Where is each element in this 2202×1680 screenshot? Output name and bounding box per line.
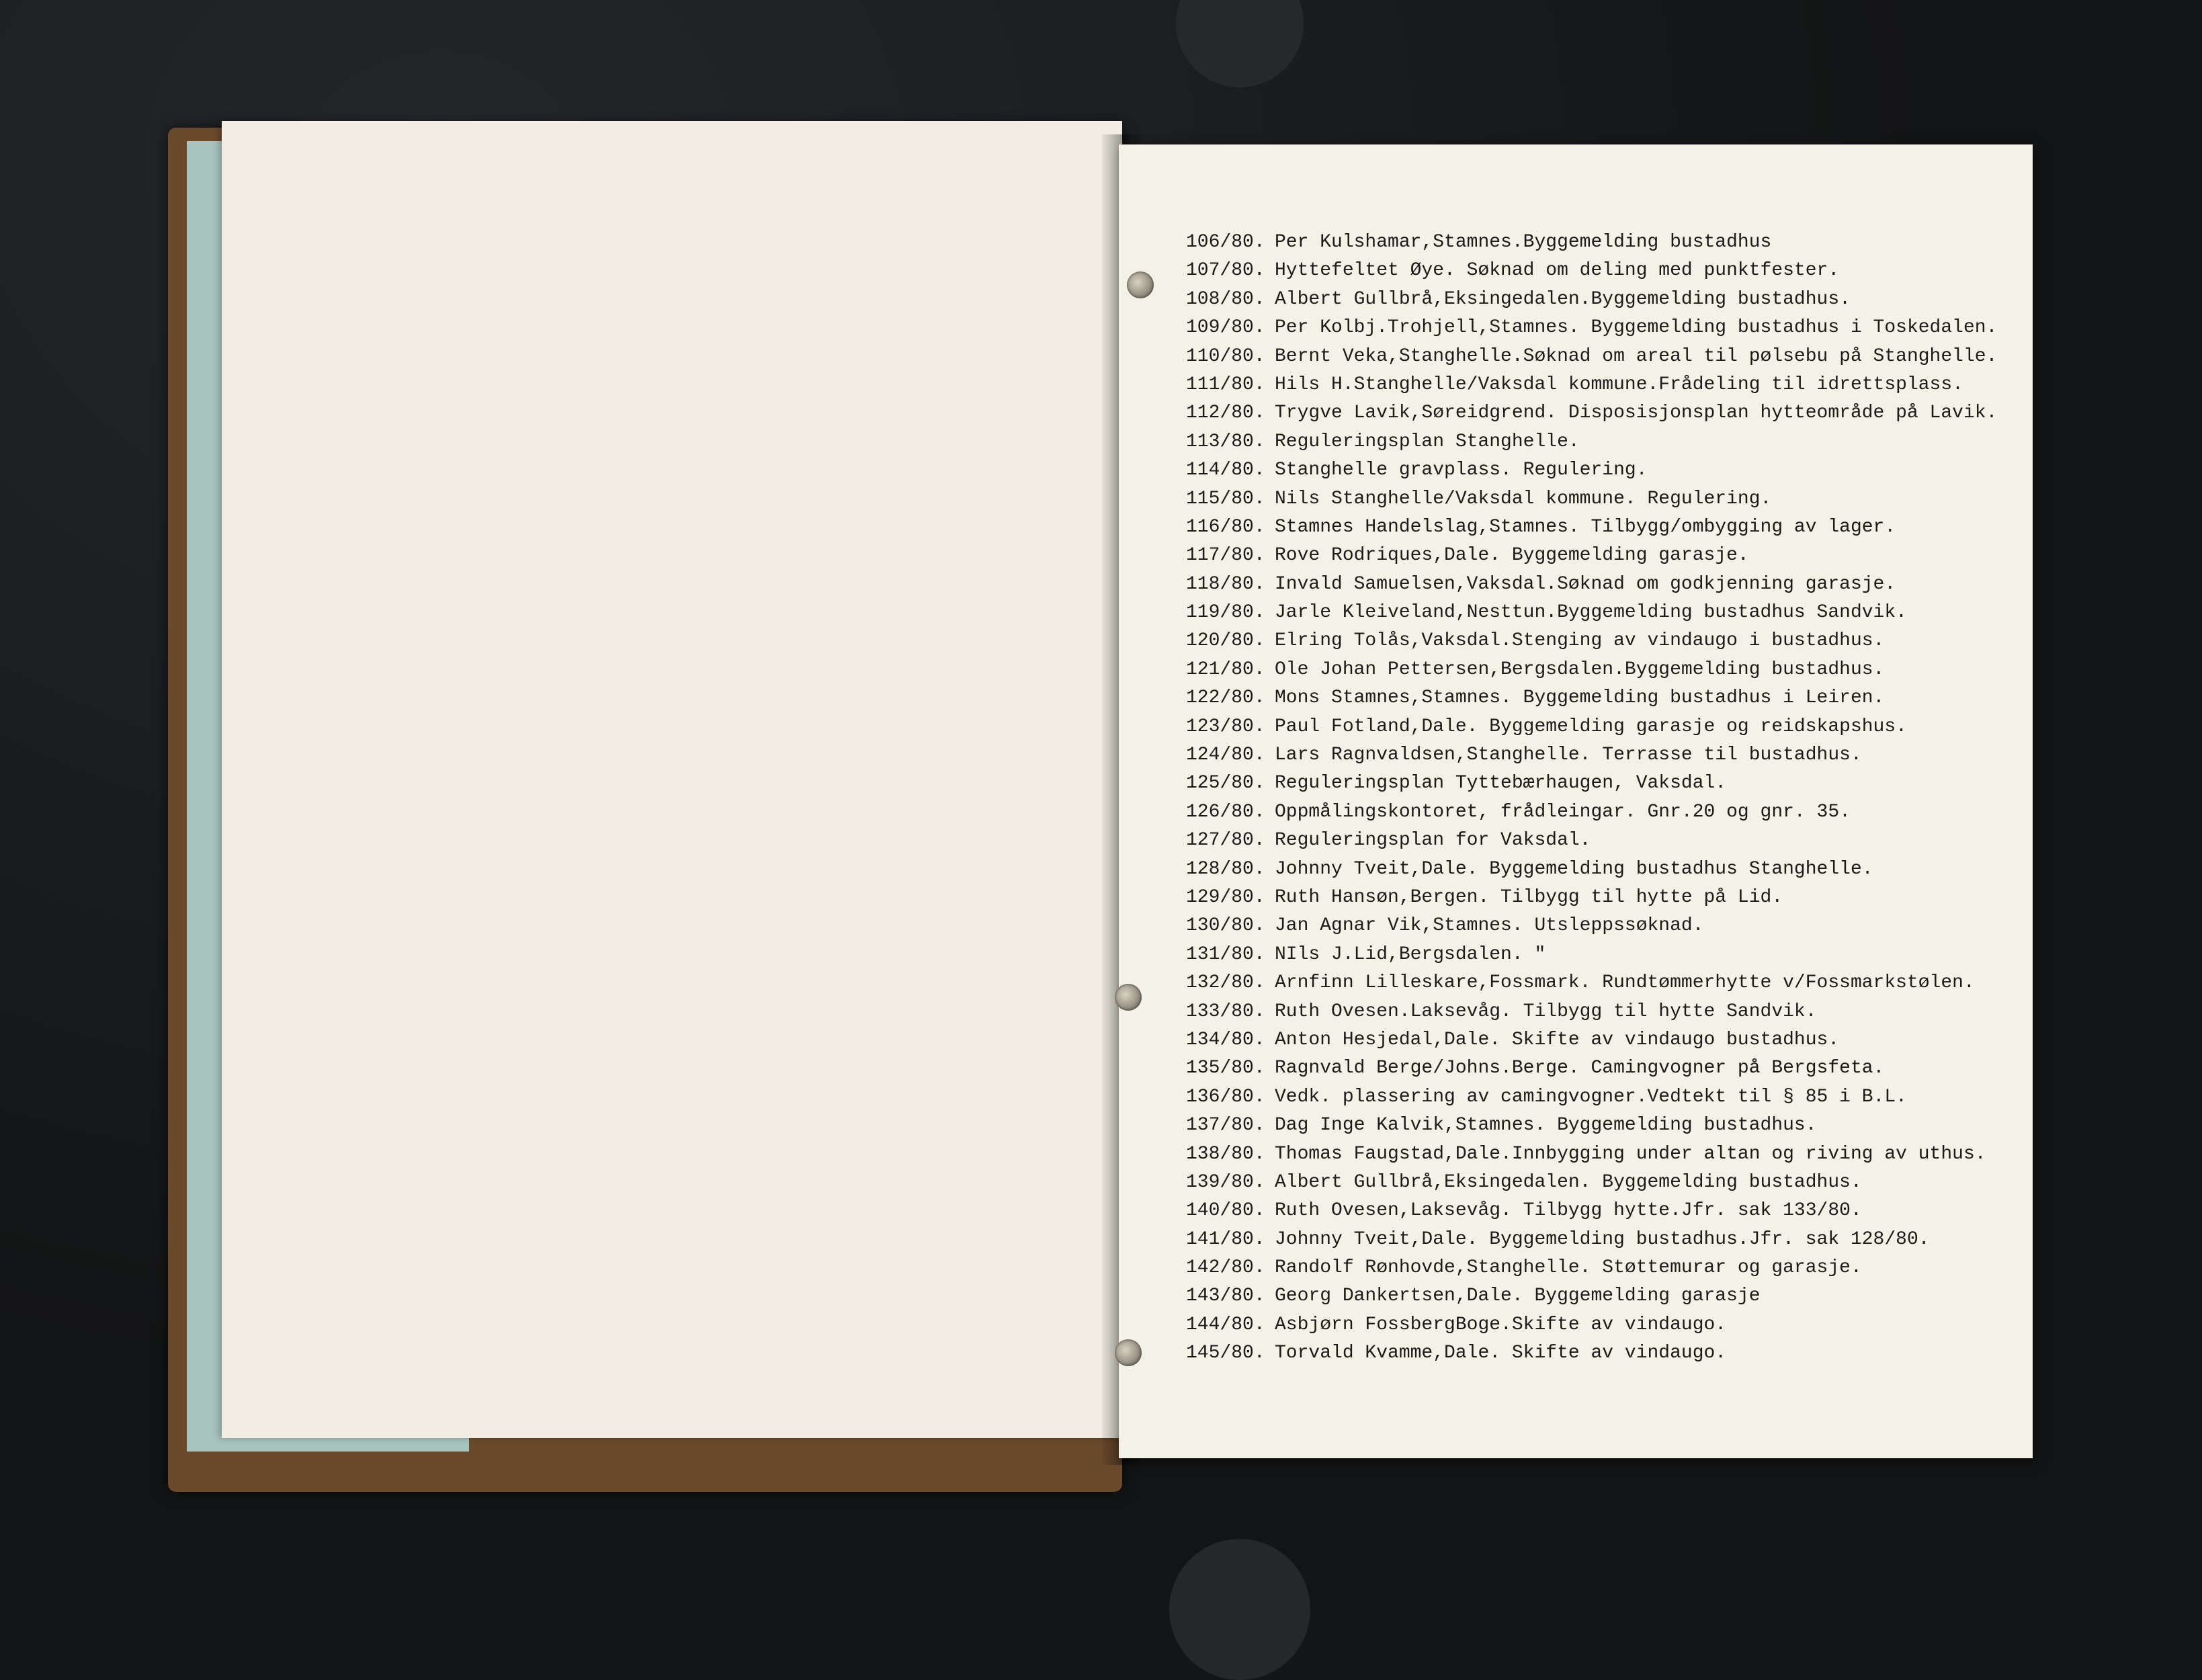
left-page-reverse-side — [222, 121, 1122, 1438]
background-circle — [1169, 1539, 1310, 1680]
case-description: Hyttefeltet Øye. Søknad om deling med punktfester. — [1275, 260, 1840, 282]
case-number: 139/80. — [1186, 1171, 1265, 1193]
case-number: 140/80. — [1186, 1200, 1265, 1222]
case-description: Hils H.Stanghelle/Vaksdal kommune.Frådeling til idrettsplass. — [1275, 374, 1963, 395]
register-entry — [1186, 399, 1997, 427]
case-number: 126/80. — [1186, 801, 1265, 823]
case-number: 117/80. — [1186, 545, 1265, 566]
case-description: Oppmålingskontoret, frådleingar. Gnr.20 og gnr. 35. — [1275, 801, 1851, 823]
case-description: Mons Stamnes,Stamnes. Byggemelding bustadhus i Leiren. — [1275, 687, 1885, 709]
register-entry — [1186, 1254, 1997, 1282]
register-entry — [1186, 941, 1997, 969]
case-number: 131/80. — [1186, 943, 1265, 965]
case-description: Elring Tolås,Vaksdal.Stenging av vindaugo i bustadhus. — [1275, 630, 1885, 652]
case-number: 137/80. — [1186, 1115, 1265, 1136]
case-number: 111/80. — [1186, 374, 1265, 395]
case-number: 125/80. — [1186, 773, 1265, 794]
register-entry — [1186, 884, 1997, 912]
register-entry — [1186, 827, 1997, 855]
case-description: Asbjørn FossbergBoge.Skifte av vindaugo. — [1275, 1314, 1727, 1335]
register-entry — [1186, 969, 1997, 997]
register-entry — [1186, 627, 1997, 655]
case-description: Ruth Hansøn,Bergen. Tilbygg til hytte på Lid. — [1275, 886, 1783, 908]
case-number: 116/80. — [1186, 516, 1265, 538]
case-number: 124/80. — [1186, 745, 1265, 766]
case-description: Randolf Rønhovde,Stanghelle. Støttemurar og garasje. — [1275, 1257, 1862, 1279]
case-number: 135/80. — [1186, 1058, 1265, 1079]
case-description: Ruth Ovesen.Laksevåg. Tilbygg til hytte Sandvik. — [1275, 1001, 1817, 1022]
case-description: Torvald Kvamme,Dale. Skifte av vindaugo. — [1275, 1343, 1727, 1364]
register-entry — [1186, 371, 1997, 399]
register-entry — [1186, 571, 1997, 599]
case-number: 138/80. — [1186, 1143, 1265, 1165]
case-description: Nils Stanghelle/Vaksdal kommune. Regulering. — [1275, 488, 1772, 509]
binder-hole — [1115, 1339, 1142, 1366]
binder-hole — [1127, 271, 1154, 298]
register-entry — [1186, 343, 1997, 371]
case-description: Thomas Faugstad,Dale.Innbygging under altan og riving av uthus. — [1275, 1143, 1986, 1165]
register-entry — [1186, 599, 1997, 627]
case-number: 132/80. — [1186, 972, 1265, 994]
case-description: Dag Inge Kalvik,Stamnes. Byggemelding bustadhus. — [1275, 1115, 1817, 1136]
case-number: 107/80. — [1186, 260, 1265, 282]
case-description: Ragnvald Berge/Johns.Berge. Camingvogner på Bergsfeta. — [1275, 1058, 1885, 1079]
register-entry — [1186, 1339, 1997, 1368]
register-entry — [1186, 1169, 1997, 1197]
register-entry — [1186, 314, 1997, 342]
case-number: 113/80. — [1186, 431, 1265, 452]
case-number: 115/80. — [1186, 488, 1265, 509]
case-number: 108/80. — [1186, 288, 1265, 310]
case-number: 122/80. — [1186, 687, 1265, 709]
register-entry — [1186, 456, 1997, 485]
register-entry — [1186, 513, 1997, 542]
register-entry — [1186, 1140, 1997, 1169]
case-description: Ruth Ovesen,Laksevåg. Tilbygg hytte.Jfr. sak 133/80. — [1275, 1200, 1862, 1222]
register-entry — [1186, 1226, 1997, 1254]
case-number: 127/80. — [1186, 830, 1265, 851]
binder-hole — [1115, 984, 1142, 1011]
case-description: Per Kolbj.Trohjell,Stamnes. Byggemelding bustadhus i Toskedalen. — [1275, 317, 1998, 339]
case-description: Albert Gullbrå,Eksingedalen. Byggemelding bustadhus. — [1275, 1171, 1862, 1193]
case-description: Reguleringsplan Tyttebærhaugen, Vaksdal. — [1275, 773, 1727, 794]
case-number: 144/80. — [1186, 1314, 1265, 1335]
register-entry — [1186, 1311, 1997, 1339]
case-description: Johnny Tveit,Dale. Byggemelding bustadhus Stanghelle. — [1275, 858, 1873, 880]
case-description: Bernt Veka,Stanghelle.Søknad om areal til pølsebu på Stanghelle. — [1275, 345, 1998, 367]
case-number: 120/80. — [1186, 630, 1265, 652]
case-description: Reguleringsplan for Vaksdal. — [1275, 830, 1591, 851]
case-description: Albert Gullbrå,Eksingedalen.Byggemelding bustadhus. — [1275, 288, 1851, 310]
case-number: 121/80. — [1186, 659, 1265, 680]
case-number: 114/80. — [1186, 460, 1265, 481]
register-entry — [1186, 656, 1997, 684]
case-description: Reguleringsplan Stanghelle. — [1275, 431, 1580, 452]
case-description: Georg Dankertsen,Dale. Byggemelding garasje — [1275, 1286, 1761, 1307]
case-number: 106/80. — [1186, 232, 1265, 253]
case-description: Arnfinn Lilleskare,Fossmark. Rundtømmerhytte v/Fossmarkstølen. — [1275, 972, 1975, 994]
case-description: Paul Fotland,Dale. Byggemelding garasje og reidskapshus. — [1275, 716, 1907, 737]
case-number: 118/80. — [1186, 573, 1265, 595]
case-description: Invald Samuelsen,Vaksdal.Søknad om godkjenning garasje. — [1275, 573, 1896, 595]
case-description: Anton Hesjedal,Dale. Skifte av vindaugo bustadhus. — [1275, 1029, 1840, 1050]
case-description: Rove Rodriques,Dale. Byggemelding garasje. — [1275, 545, 1749, 566]
register-entry — [1186, 1282, 1997, 1310]
case-number: 142/80. — [1186, 1257, 1265, 1279]
register-entry — [1186, 428, 1997, 456]
case-description: Lars Ragnvaldsen,Stanghelle. Terrasse til bustadhus. — [1275, 745, 1862, 766]
case-description: NIls J.Lid,Bergsdalen. " — [1275, 943, 1546, 965]
register-entry — [1186, 286, 1997, 314]
case-description: Per Kulshamar,Stamnes.Byggemelding bustadhus — [1275, 232, 1772, 253]
case-number: 110/80. — [1186, 345, 1265, 367]
case-description: Trygve Lavik,Søreidgrend. Disposisjonsplan hytteområde på Lavik. — [1275, 403, 1998, 424]
register-entry — [1186, 741, 1997, 769]
case-number: 123/80. — [1186, 716, 1265, 737]
register-entry — [1186, 1054, 1997, 1083]
case-number: 136/80. — [1186, 1086, 1265, 1107]
case-number: 109/80. — [1186, 317, 1265, 339]
case-description: Vedk. plassering av camingvogner.Vedtekt til § 85 i B.L. — [1275, 1086, 1907, 1107]
case-description: Stanghelle gravplass. Regulering. — [1275, 460, 1648, 481]
register-entry — [1186, 257, 1997, 285]
register-entry — [1186, 798, 1997, 827]
register-entry — [1186, 1026, 1997, 1054]
register-entry — [1186, 1111, 1997, 1140]
case-number: 112/80. — [1186, 403, 1265, 424]
case-number: 130/80. — [1186, 915, 1265, 937]
register-entry — [1186, 1197, 1997, 1225]
register-entry — [1186, 228, 1997, 257]
case-description: Stamnes Handelslag,Stamnes. Tilbygg/ombygging av lager. — [1275, 516, 1896, 538]
case-description: Ole Johan Pettersen,Bergsdalen.Byggemelding bustadhus. — [1275, 659, 1885, 680]
register-entry — [1186, 684, 1997, 712]
case-number: 133/80. — [1186, 1001, 1265, 1022]
case-description: Jan Agnar Vik,Stamnes. Utsleppssøknad. — [1275, 915, 1704, 937]
case-number: 128/80. — [1186, 858, 1265, 880]
register-entry — [1186, 1083, 1997, 1111]
register-entry — [1186, 912, 1997, 940]
case-number: 143/80. — [1186, 1286, 1265, 1307]
case-description: Jarle Kleiveland,Nesttun.Byggemelding bustadhus Sandvik. — [1275, 602, 1907, 624]
register-entry — [1186, 542, 1997, 570]
case-number: 119/80. — [1186, 602, 1265, 624]
case-number: 145/80. — [1186, 1343, 1265, 1364]
register-entry — [1186, 485, 1997, 513]
case-number: 141/80. — [1186, 1228, 1265, 1250]
case-number: 134/80. — [1186, 1029, 1265, 1050]
register-entry — [1186, 769, 1997, 798]
register-entry — [1186, 855, 1997, 884]
register-entry — [1186, 998, 1997, 1026]
case-number: 129/80. — [1186, 886, 1265, 908]
register-entry — [1186, 713, 1997, 741]
case-register-list — [1186, 228, 1997, 1368]
case-description: Johnny Tveit,Dale. Byggemelding bustadhus.Jfr. sak 128/80. — [1275, 1228, 1930, 1250]
